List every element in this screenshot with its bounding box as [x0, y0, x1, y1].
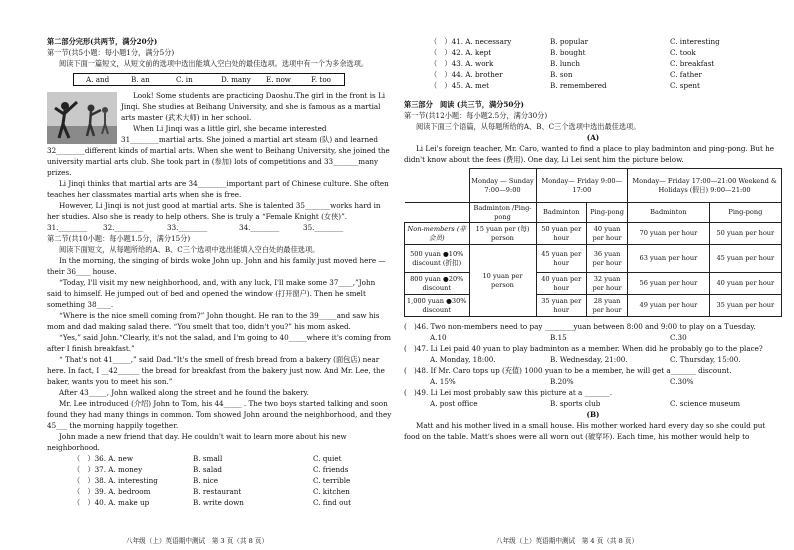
question-row — [47, 464, 392, 475]
option-b: B. sports club — [550, 399, 601, 408]
question-stem: （ ）41. A. necessary — [430, 37, 512, 46]
option-c: C.30% — [670, 377, 694, 386]
option-c: C. terrible — [313, 476, 351, 485]
blank-item: 31.________ — [47, 223, 88, 232]
table-cell: 10 yuan per person — [469, 245, 536, 317]
sec2-title: 第二节(共10小题：每小题1.5分，满分15分) — [47, 234, 191, 243]
table-row-label: 1,000 yuan ●30% discount — [405, 295, 470, 317]
blank-answer-row — [47, 222, 392, 233]
option-b: B. salad — [193, 465, 223, 474]
question-row — [404, 80, 782, 91]
option-b: B. Wednesday, 21:00. — [550, 355, 628, 364]
option-c: C. Thursday, 15:00. — [670, 355, 741, 364]
table-cell: 56 yuan per hour — [628, 273, 710, 295]
question-stem: （ ）38. A. interesting — [73, 476, 158, 485]
table-cell: 28 yuan per hour — [586, 295, 627, 317]
table-cell: 35 yuan per hour — [536, 295, 586, 317]
table-cell: 70 yuan per hour — [628, 223, 710, 245]
question-row — [404, 47, 782, 58]
passage2-para: “Yes,” said John.“Clearly, it's not the salad, and I'm going to 40_____where it's coming from after I finish breakfast.” — [47, 333, 391, 353]
option-c: C. quiet — [313, 454, 342, 463]
option-box — [73, 73, 345, 86]
sec1-instructions: 阅读下面一篇短文，从短文前的选项中选出能填入空白处的最佳选项。选项中有一个为多余选项。 — [59, 59, 369, 68]
table-row-label: Non-members (非会员) — [405, 223, 470, 245]
option-b: B. popular — [550, 37, 589, 46]
passage1-para3: Li Jinqi thinks that martial arts are 34________important part of Chinese culture. She often teaches her classmates martial arts when she is free. — [47, 179, 389, 199]
question-stem: （ ）45. A. met — [430, 81, 489, 90]
table-header: Ping-pong — [586, 203, 627, 223]
option-b: B. son — [550, 70, 573, 79]
page-footer-left: 八年级（上）英语期中测试 第 3 页（共 8 页） — [126, 537, 269, 545]
question-list — [47, 453, 392, 508]
option-c: C. science museum — [670, 399, 741, 408]
option-item: C. in — [176, 75, 193, 84]
question-49-options — [404, 398, 782, 409]
passage-b-label: (B) — [586, 410, 600, 419]
table-cell — [405, 203, 470, 223]
blank-item: 35.________ — [303, 223, 344, 232]
option-item: E. now — [266, 75, 291, 84]
table-row-label: 800 yuan ●20% discount — [405, 273, 470, 295]
table-header: Monday — Sunday 7:00—9:00 — [469, 169, 536, 203]
table-cell: 45 yuan per hour — [536, 245, 586, 273]
table-cell: 49 yuan per hour — [628, 295, 710, 317]
table-header: Badminton — [536, 203, 586, 223]
option-c: C. interesting — [670, 37, 720, 46]
question-48: ( )48. If Mr. Caro tops up (充值) 1000 yuan to be a member, he will get a_______ discount. — [404, 366, 732, 375]
table-cell: 45 yuan per hour — [709, 245, 781, 273]
option-b: B. lunch — [550, 59, 581, 68]
passage2-para: “Where is the nice smell coming from?” John thought. He ran to the 39_____and saw his mom and dad making salad there. “You smelt that too, didn't you?” his mom asked. — [47, 311, 380, 331]
passage1-para1: Look! Some students are practicing Daoshu.The girl in the front is Li Jinqi. She studies at Beihang University, and she is famous as a martial arts master (武术大师) in her school. — [121, 91, 386, 122]
question-row — [404, 36, 782, 47]
option-a: A. 15% — [430, 377, 456, 386]
question-49: ( )49. Li Lei most probably saw this picture at a _______. — [404, 388, 613, 397]
option-c: C. breakfast — [670, 59, 715, 68]
table-cell: 15 yuan per (每) person — [469, 223, 536, 245]
passage-a-intro: Li Lei's foreign teacher, Mr. Caro, wanted to find a place to play badminton and ping-pong. But he didn't know about the fees (费用). One day, Li Lei sent him the picture below. — [404, 144, 775, 164]
passage2-para: After 43_____, John walked along the street and he found the bakery. — [59, 388, 309, 397]
sec2-instructions: 阅读下面短文，从每题所给的A、B、C三个选项中选出能填入空白处的最佳选项。 — [59, 245, 320, 254]
option-c: C. spent — [670, 81, 700, 90]
table-cell: 50 yuan per hour — [709, 223, 781, 245]
table-cell: 50 yuan per hour — [536, 223, 586, 245]
question-47-options — [404, 354, 782, 365]
passage-a-label: (A) — [586, 133, 600, 142]
question-row — [47, 453, 392, 464]
left-page — [47, 36, 392, 508]
passage2-para: John made a new friend that day. He couldn't wait to learn more about his new neighborhood. — [47, 432, 347, 452]
table-row-label: 500 yuan ●10% discount (折扣) — [405, 245, 470, 273]
passage1-para2: When Li Jinqi was a little girl, she became interested 31________martial arts. She joined a martial art steam (队) and learned 32________different kinds of martial arts. When she went to Beihang University, she joined the university martial arts club. She took part in (参加) lots of competitions and 33_______many prizes. — [47, 124, 390, 177]
option-b: B. remembered — [550, 81, 607, 90]
option-item: D. many — [221, 75, 251, 84]
blank-item: 33.________ — [167, 223, 208, 232]
question-46: ( )46. Two non-members need to pay ________yuan between 8:00 and 9:00 to play on a Tuesday. — [404, 322, 756, 331]
passage2-para: Mr. Lee introduced (介绍) John to Tom, his 44_____ . The two boys started talking and soon found they had many things in common. Tom showed John around the neighborhood, and they 45___ the morning happily together. — [47, 399, 392, 430]
part2-title: 第二部分完形(共两节，满分20分) — [47, 37, 158, 46]
passage-b-text: Matt and his mother lived in a small house. His mother worked hard every day so she could put food on the table. Matt's shoes were all worn out (破穿坏). Each time, his mother would help to — [404, 421, 766, 441]
part3-title: 第三部分 阅读 (共三节，满分50分) — [404, 100, 524, 109]
table-header: Monday— Friday 17:00—21:00 Weekend & Holidays (假日) 9:00—21:00 — [628, 169, 782, 203]
option-c: C. find out — [313, 498, 351, 507]
page-footer-right: 八年级（上）英语期中测试 第 4 页（共 8 页） — [496, 537, 639, 545]
table-cell: 32 yuan per hour — [586, 273, 627, 295]
question-48-options — [404, 376, 782, 387]
table-header: Ping-pong — [709, 203, 781, 223]
question-row — [47, 475, 392, 486]
option-c: C. father — [670, 70, 702, 79]
table-cell: 35 yuan per hour — [709, 295, 781, 317]
question-row — [47, 486, 392, 497]
question-stem: （ ）37. A. money — [73, 465, 143, 474]
right-page — [404, 36, 782, 442]
option-item: B. an — [131, 75, 150, 84]
option-c: C. kitchen — [313, 487, 350, 496]
option-c: C.30 — [670, 333, 687, 342]
sec1-title: 第一节(共5小题：每小题1分，满分5分) — [47, 48, 175, 57]
table-cell: 63 yuan per hour — [628, 245, 710, 273]
question-stem: （ ）36. A. new — [73, 454, 134, 463]
table-cell: 40 yuan per hour — [586, 223, 627, 245]
option-b: B. restaurant — [193, 487, 242, 496]
blank-item: 32.________ — [103, 223, 144, 232]
question-47: ( )47. Li Lei paid 40 yuan to play badminton as a member. When did he probably go to the place? — [404, 344, 763, 353]
passage1-para4: However, Li Jinqi is not just good at martial arts. She is talented 35_______works hard in her studies. Also she is ready to help others. She is truly a “Female Knight (女侠)”. — [47, 201, 381, 221]
table-header: Monday— Friday 9:00— 17:00 — [536, 169, 628, 203]
option-b: B.20% — [550, 377, 574, 386]
option-c: C. took — [670, 48, 696, 57]
option-b: B. write down — [193, 498, 244, 507]
question-stem: （ ）40. A. make up — [73, 498, 150, 507]
passage2-para: “Today, I'll visit my new neighborhood, and, with any luck, I'll make some 37____,”John said to himself. He jumped out of bed and opened the window (打开窗户). Then he smelt something 38____. — [47, 278, 376, 309]
question-row — [404, 58, 782, 69]
fee-table — [404, 168, 782, 317]
option-b: B. small — [193, 454, 223, 463]
table-cell: 36 yuan per hour — [586, 245, 627, 273]
table-header: Badminton /Ping-pong — [469, 203, 536, 223]
blank-item: 34.________ — [239, 223, 280, 232]
passage2-para: “ That's not 41_____,” said Dad.“It's the smell of fresh bread from a bakery (面包店) near here. In fact, I __42______ the bread for breakfast from the bakery just now. And Mr. Lee, the baker, wants you to meet his son.” — [47, 355, 385, 386]
question-stem: （ ）43. A. work — [430, 59, 494, 68]
table-corner — [405, 169, 470, 203]
reading-sec1-title: 第一节(共12小题：每小题2.5分，满分30分) — [404, 111, 548, 120]
option-a: A.10 — [430, 333, 447, 342]
question-stem: （ ）44. A. brother — [430, 70, 503, 79]
table-cell: 40 yuan per hour — [709, 273, 781, 295]
option-b: B. nice — [193, 476, 219, 485]
question-row — [404, 69, 782, 80]
question-row — [47, 497, 392, 508]
option-b: B.15 — [550, 333, 567, 342]
table-cell: 40 yuan per hour — [536, 273, 586, 295]
table-header: Badminton — [628, 203, 710, 223]
martial-arts-photo — [47, 92, 117, 144]
option-a: A. post office — [430, 399, 478, 408]
option-b: B. bought — [550, 48, 586, 57]
option-a: A. Monday, 18:00. — [430, 355, 496, 364]
reading-sec1-instructions: 阅读下面三个语篇，从每题所给的A、B、C三个选项中选出最佳选项。 — [416, 122, 641, 131]
question-stem: （ ）39. A. bedroom — [73, 487, 151, 496]
question-46-options — [404, 332, 782, 343]
passage2-para: In the morning, the singing of birds woke John up. John and his family just moved here — their 36____ house. — [47, 256, 386, 276]
question-list — [404, 36, 782, 91]
question-stem: （ ）42. A. kept — [430, 48, 492, 57]
option-item: A. and — [86, 75, 110, 84]
option-item: F. too — [311, 75, 331, 84]
option-c: C. friends — [313, 465, 349, 474]
